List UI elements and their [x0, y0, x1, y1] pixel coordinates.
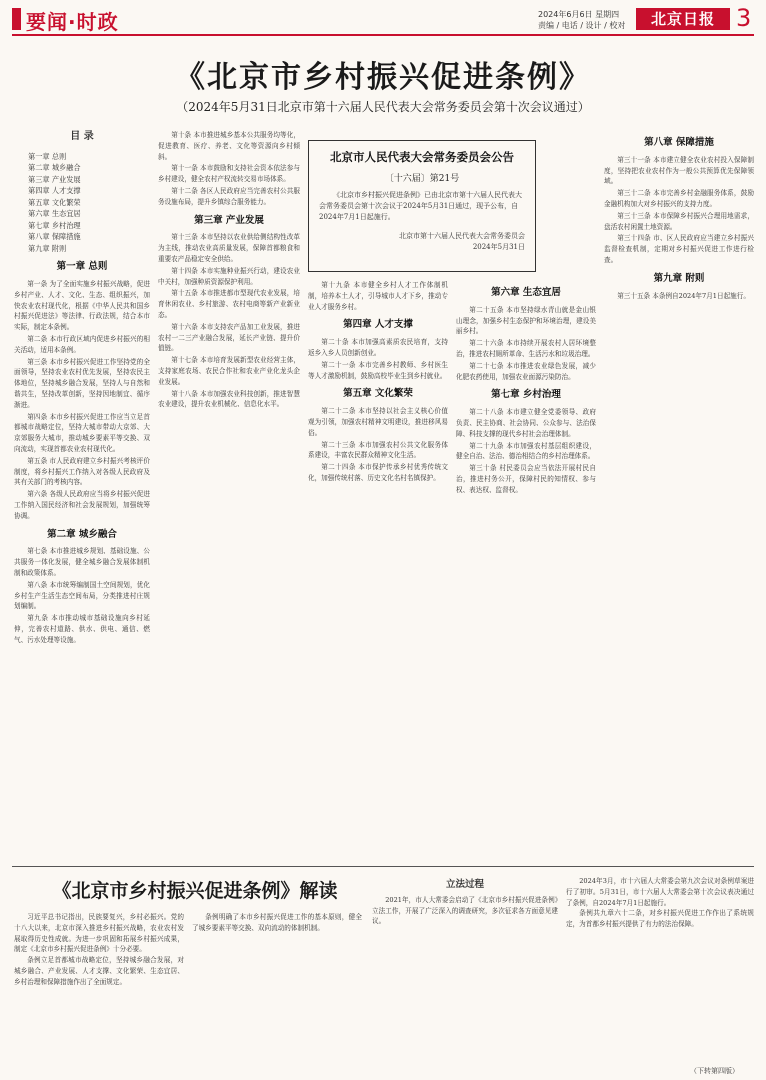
- article: 第三十一条 本市建立健全农业农村投入保障制度，坚持把农业农村作为一般公共预算优先保障领域。: [604, 155, 754, 186]
- article: 第九条 本市推动城市基础设施向乡村延伸，完善农村道路、供水、供电、通信、燃气、污水处理等设施。: [14, 614, 150, 644]
- lower-column-1: [14, 912, 184, 1072]
- toc-item: 第五章 文化繁荣: [28, 197, 81, 207]
- interpretation-headline: 《北京市乡村振兴促进条例》解读: [52, 880, 338, 902]
- announcement-issuer: 北京市第十六届人民代表大会常务委员会: [399, 232, 525, 240]
- lower-section-rule: [12, 866, 754, 867]
- article: 第十九条 本市健全乡村人才工作体制机制，培养本土人才，引导城市人才下乡，推动专业人才服务乡村。: [308, 281, 448, 311]
- announcement-number: 〔十六届〕第21号: [384, 174, 460, 184]
- announcement-box: [308, 140, 536, 272]
- article: 第二十四条 本市保护传承乡村优秀传统文化，加强传统村落、历史文化名村名镇保护。: [308, 463, 448, 482]
- header-rule: [12, 34, 754, 36]
- paragraph: 2021年，市人大常委会启动了《北京市乡村振兴促进条例》立法工作，开展了广泛深入的调查研究，多次征求各方面意见建议。: [372, 895, 558, 926]
- article: 第十五条 本市推进都市型现代农业发展，培育休闲农业、乡村旅游、农村电商等新产业新业态。: [158, 289, 300, 319]
- paragraph: 条例立足首都城市战略定位，坚持城乡融合发展，对城乡融合、产业发展、人才支撑、文化繁荣、生态宜居、乡村治理和保障措施作出了全面规定。: [14, 956, 184, 986]
- article: 第三十三条 本市保障乡村振兴合理用地需求，盘活农村闲置土地资源。: [604, 211, 754, 231]
- article: 第二条 本市行政区域内促进乡村振兴的相关活动，适用本条例。: [14, 335, 150, 354]
- section-subtitle: 立法过程: [445, 879, 484, 890]
- paragraph: 习近平总书记指出，民族要复兴，乡村必振兴。党的十八大以来，北京市深入推进乡村振兴战略，农业农村发展取得历史性成就。为进一步巩固和拓展乡村振兴成果，制定《北京市乡村振兴促进条例》十分必要。: [14, 913, 184, 954]
- article: 第二十九条 本市加强农村基层组织建设，健全自治、法治、德治相结合的乡村治理体系。: [456, 441, 596, 461]
- toc-item: 第三章 产业发展: [28, 174, 81, 184]
- article: 第二十五条 本市坚持绿水青山就是金山银山理念，加强乡村生态保护和环境治理，建设美丽乡村。: [456, 305, 596, 336]
- section-title: 要闻·时政: [26, 10, 119, 34]
- chapter-heading: 第八章 保障措施: [644, 137, 714, 148]
- announcement-title: 北京市人民代表大会常务委员会公告: [330, 150, 514, 164]
- article: 第二十三条 本市加强农村公共文化服务体系建设，丰富农民群众精神文化生活。: [308, 440, 448, 460]
- toc-item: 第二章 城乡融合: [28, 163, 81, 173]
- article: 第十条 本市推进城乡基本公共服务均等化，促进教育、医疗、养老、文化等资源向乡村倾斜。: [158, 131, 300, 161]
- article: 第三十五条 本条例自2024年7月1日起施行。: [617, 291, 750, 300]
- announcement-signature: [319, 231, 525, 253]
- issue-date: 2024年6月6日 星期四: [538, 10, 620, 19]
- column-4: [456, 280, 596, 860]
- article: 第二十二条 本市坚持以社会主义核心价值观为引领，加强农村精神文明建设，推进移风易俗。: [308, 407, 448, 437]
- column-3: [308, 280, 448, 860]
- article: 第十六条 本市支持农产品加工业发展，推进农村一二三产业融合发展，延长产业链、提升价值链。: [158, 322, 300, 353]
- section-marker: [12, 8, 21, 30]
- chapter-heading: 第四章 人才支撑: [343, 319, 413, 331]
- toc-title: 目 录: [70, 131, 94, 142]
- paragraph: 条例共九章六十二条，对乡村振兴促进工作作出了系统规定，为首都乡村振兴提供了有力的法治保障。: [566, 909, 754, 929]
- paragraph: 条例明确了本市乡村振兴促进工作的基本原则，健全了城乡要素平等交换、双向流动的体制机制。: [192, 913, 362, 932]
- toc-item: 第六章 生态宜居: [28, 209, 81, 219]
- article: 第四条 本市乡村振兴促进工作应当立足首都城市战略定位，坚持大城市带动大京郊、大京郊服务大城市，推动城乡要素平等交换、双向流动，实现首都农业农村现代化。: [14, 412, 150, 454]
- chapter-heading: 第三章 产业发展: [194, 214, 264, 226]
- editor-line: 责编 / 电话 / 设计 / 校对: [538, 21, 626, 30]
- column-1: [14, 130, 150, 860]
- lower-column-2: [192, 912, 362, 1072]
- announcement-body: 《北京市乡村振兴促进条例》已由北京市第十六届人民代表大会常务委员会第十次会议于2024年5月31日通过，现予公布，自2024年7月1日起施行。: [319, 191, 522, 221]
- article: 第十八条 本市加强农业科技创新，推进智慧农业建设，提升农业机械化、信息化水平。: [158, 389, 300, 409]
- newspaper-logo: 北京日报: [636, 8, 730, 30]
- article: 第五条 市人民政府建立乡村振兴考核评价制度，将乡村振兴工作纳入对各级人民政府及其有关部门的考核内容。: [14, 456, 150, 487]
- article: 第十三条 本市坚持以农业供给侧结构性改革为主线，推动农业高质量发展，保障首都粮食和重要农产品稳定安全供给。: [158, 233, 300, 263]
- chapter-heading: 第二章 城乡融合: [47, 528, 117, 540]
- article: 第二十一条 本市完善乡村教师、乡村医生等人才激励机制，鼓励高校毕业生到乡村就业。: [308, 360, 448, 380]
- chapter-heading: 第七章 乡村治理: [491, 389, 561, 401]
- masthead: [0, 0, 766, 40]
- page-subhead: （2024年5月31日北京市第十六届人民代表大会常务委员会第十次会议通过）: [176, 100, 590, 114]
- column-5: [604, 130, 754, 860]
- page-number: 3: [736, 4, 752, 32]
- toc-item: 第四章 人才支撑: [28, 186, 81, 196]
- toc-item: 第一章 总则: [28, 151, 67, 161]
- article: 第三十四条 市、区人民政府应当建立乡村振兴监督检查机制，定期对乡村振兴促进工作进行检查。: [604, 234, 754, 264]
- article: 第二十六条 本市持续开展农村人居环境整治，推进农村厕所革命、生活污水和垃圾治理。: [456, 339, 596, 358]
- article: 第十七条 本市培育发展新型农业经营主体，支持家庭农场、农民合作社和农业产业化龙头企业发展。: [158, 356, 300, 386]
- article: 第八条 本市统筹编制国土空间规划，优化乡村生产生活生态空间布局，分类推进村庄规划编制。: [14, 580, 150, 611]
- article: 第一条 为了全面实施乡村振兴战略，促进乡村产业、人才、文化、生态、组织振兴，加快农业农村现代化，根据《中华人民共和国乡村振兴促进法》等法律、行政法规，结合本市实际，制定本条例。: [14, 280, 150, 332]
- page-headline: 《北京市乡村振兴促进条例》: [175, 60, 591, 95]
- article: 第二十条 本市加强高素质农民培育，支持返乡入乡人员创新创业。: [308, 338, 448, 357]
- article: 第十四条 本市实施种业振兴行动，建设农业中关村，加强种质资源保护利用。: [158, 266, 300, 286]
- toc-item: 第九章 附则: [28, 243, 67, 253]
- article: 第十一条 本市鼓励和支持社会资本依法参与乡村建设，健全农村产权流转交易市场体系。: [158, 164, 300, 184]
- chapter-heading: 第六章 生态宜居: [491, 287, 561, 298]
- continued-note: （下转第四版）: [690, 1067, 739, 1075]
- article: 第六条 各级人民政府应当将乡村振兴促进工作纳入国民经济和社会发展规划，加强统筹协调。: [14, 490, 150, 520]
- chapter-heading: 第一章 总则: [56, 261, 108, 273]
- article: 第二十七条 本市推进农业绿色发展，减少化肥农药使用，加强农业面源污染防治。: [456, 361, 596, 381]
- article: 第三十二条 本市完善乡村金融服务体系，鼓励金融机构加大对乡村振兴的支持力度。: [604, 189, 754, 208]
- lower-column-4: [566, 876, 754, 1062]
- chapter-heading: 第五章 文化繁荣: [343, 388, 413, 400]
- article: 第三十条 村民委员会应当依法开展村民自治，推进村务公开，保障村民的知情权、参与权、表达权、监督权。: [456, 464, 596, 494]
- paragraph: 2024年3月，市十六届人大常委会第九次会议对条例草案进行了初审。5月31日，市十六届人大常委会第十次会议表决通过了条例，自2024年7月1日起施行。: [566, 877, 754, 907]
- article: 第三条 本市乡村振兴促进工作坚持党的全面领导，坚持农业农村优先发展，坚持农民主体地位，坚持城乡融合发展，坚持人与自然和谐共生，坚持改革创新，坚持因地制宜、循序渐进。: [14, 357, 150, 409]
- article: 第十二条 各区人民政府应当完善农村公共服务设施布局，提升乡镇综合服务能力。: [158, 186, 300, 206]
- column-2: [158, 130, 300, 860]
- article: 第二十八条 本市建立健全党委领导、政府负责、民主协商、社会协同、公众参与、法治保障、科技支撑的现代乡村社会治理体制。: [456, 408, 596, 438]
- announcement-date: 2024年5月31日: [472, 243, 525, 251]
- article: 第七条 本市推进城乡规划、基础设施、公共服务一体化发展，健全城乡融合发展体制机制和政策体系。: [14, 547, 150, 578]
- lower-column-3: [372, 876, 558, 1072]
- issue-meta: [538, 9, 625, 31]
- chapter-heading: 第九章 附则: [653, 272, 705, 284]
- toc-item: 第八章 保障措施: [28, 232, 81, 242]
- toc-item: 第七章 乡村治理: [28, 220, 81, 230]
